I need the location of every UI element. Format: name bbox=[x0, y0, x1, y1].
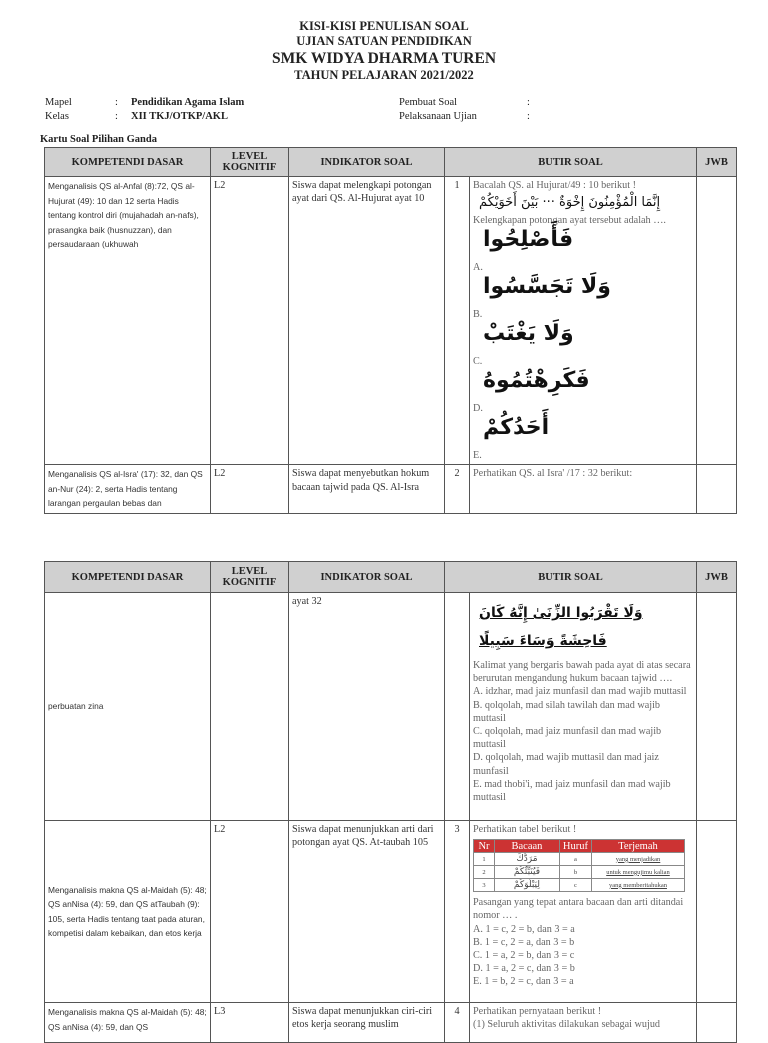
question-text: Perhatikan tabel berikut ! bbox=[473, 824, 577, 835]
question-text: Kalimat yang bergaris bawah pada ayat di atas secara berurutan mengandung hukum bacaan tajwid …. bbox=[473, 660, 691, 685]
mini-row bbox=[474, 879, 685, 892]
kd-cell: perbuatan zina bbox=[45, 593, 211, 821]
mini-huruf: c bbox=[559, 879, 591, 892]
kelas-label: Kelas bbox=[45, 111, 69, 122]
mini-bacaan: فَيُنَبِّئُكُمْ bbox=[495, 866, 560, 879]
col-header-kd: KOMPETENDI DASAR bbox=[45, 148, 211, 177]
kelas-value: XII TKJ/OTKP/AKL bbox=[131, 111, 228, 122]
header-line2: UJIAN SATUAN PENDIDIKAN bbox=[296, 34, 472, 48]
indikator-cell: Siswa dapat melengkapi potongan ayat dari QS. Al-Hujurat ayat 10 bbox=[289, 177, 445, 465]
col-header-jwb: JWB bbox=[697, 562, 737, 593]
number-cell: 3 bbox=[445, 821, 470, 1003]
header-line1: KISI-KISI PENULISAN SOAL bbox=[299, 19, 469, 33]
indikator-cell: Siswa dapat menunjukkan arti dari potongan ayat QS. At-taubah 105 bbox=[289, 821, 445, 1003]
level-cell: L2 bbox=[211, 177, 289, 465]
option-b: B. qolqolah, mad silah tawilah dan mad wajib muttasil bbox=[473, 699, 661, 724]
pelaksanaan-label: Pelaksanaan Ujian bbox=[399, 111, 477, 122]
arabic-verse: وَلَا تَقْرَبُوا الزِّنَىٰ إِنَّهُ كَانَ فَاحِشَةً وَسَاءَ سَبِيلًا bbox=[479, 605, 643, 649]
answer-cell bbox=[697, 821, 737, 1003]
table-header-row bbox=[45, 148, 737, 177]
table-row bbox=[45, 465, 737, 514]
table-row bbox=[45, 177, 737, 465]
option-arabic: فَأَصْلِحُوا bbox=[483, 227, 574, 253]
option-c: C. 1 = a, 2 = b, dan 3 = c bbox=[473, 950, 575, 962]
question-table-1 bbox=[44, 147, 737, 514]
col-header-jwb: JWB bbox=[697, 148, 737, 177]
school-year: TAHUN PELAJARAN 2021/2022 bbox=[294, 68, 474, 82]
number-cell: 1 bbox=[445, 177, 470, 465]
butir-cell: Perhatikan QS. al Isra' /17 : 32 berikut: bbox=[470, 465, 697, 514]
mini-header-row bbox=[474, 840, 685, 853]
mini-bacaan: مَرَدُّكَ bbox=[495, 853, 560, 866]
section-title: Kartu Soal Pilihan Ganda bbox=[40, 134, 157, 145]
option-label: A. bbox=[473, 262, 483, 274]
option-b: B. 1 = c, 2 = a, dan 3 = b bbox=[473, 936, 575, 948]
arabic-verse: إِنَّمَا الْمُؤْمِنُونَ إِخْوَةٌ ··· بَيْنَ أَخَوَيْكُمْ bbox=[479, 195, 661, 211]
kd-cell: Menganalisis makna QS al-Maidah (5): 48; QS anNisa (4): 59, dan QS bbox=[45, 1003, 211, 1043]
col-header-level: LEVEL KOGNITIF bbox=[211, 562, 289, 593]
kd-cell: Menganalisis makna QS al-Maidah (5): 48; QS anNisa (4): 59, dan QS atTaubah (9): 105, serta Hadis tentang taat pada aturan, kompetisi dalam kebaikan, dan etos kerja bbox=[45, 821, 211, 1003]
col-header-indikator: INDIKATOR SOAL bbox=[289, 562, 445, 593]
mapel-colon: : bbox=[115, 97, 118, 108]
mini-huruf: a bbox=[559, 853, 591, 866]
mini-huruf: b bbox=[559, 866, 591, 879]
pelaksanaan-colon: : bbox=[527, 111, 530, 122]
option-a: A. 1 = c, 2 = b, dan 3 = a bbox=[473, 923, 575, 935]
question-prompt: Kelengkapan potongan ayat tersebut adalah …. bbox=[473, 215, 666, 227]
level-cell: L2 bbox=[211, 465, 289, 514]
question-table-2 bbox=[44, 561, 737, 1043]
number-cell: 4 bbox=[445, 1003, 470, 1043]
indikator-cell: Siswa dapat menyebutkan hokum bacaan tajwid pada QS. Al-Isra bbox=[289, 465, 445, 514]
option-a bbox=[473, 227, 693, 274]
meta-right bbox=[399, 96, 530, 124]
table-header-row bbox=[45, 562, 737, 593]
option-label: C. bbox=[473, 356, 483, 368]
option-label: B. bbox=[473, 309, 483, 321]
col-header-level: LEVEL KOGNITIF bbox=[211, 148, 289, 177]
indikator-cell: Siswa dapat menunjukkan ciri-ciri etos kerja seorang muslim bbox=[289, 1003, 445, 1043]
mini-nr: 2 bbox=[474, 866, 495, 879]
statement-1: (1) Seluruh aktivitas dilakukan sebagai wujud bbox=[473, 1019, 661, 1031]
mini-row bbox=[474, 866, 685, 879]
option-d: D. qolqolah, mad wajib muttasil dan mad jaiz munfasil bbox=[473, 752, 659, 777]
col-header-butir: BUTIR SOAL bbox=[445, 562, 697, 593]
table-row bbox=[45, 821, 737, 1003]
butir-cell bbox=[470, 177, 697, 465]
indikator-cell: ayat 32 bbox=[289, 593, 445, 821]
option-arabic: وَلَا تَجَسَّسُوا bbox=[483, 274, 611, 300]
option-e: E. mad thobi'i, mad jaiz munfasil dan mad wajib muttasil bbox=[473, 778, 671, 804]
number-cell bbox=[445, 593, 470, 821]
mini-nr: 3 bbox=[474, 879, 495, 892]
mini-header-terjemah: Terjemah bbox=[592, 840, 685, 853]
pembuat-label: Pembuat Soal bbox=[399, 97, 458, 108]
col-header-kd: KOMPETENDI DASAR bbox=[45, 562, 211, 593]
mini-arti: yang menjadikan bbox=[592, 853, 685, 866]
option-e bbox=[473, 415, 693, 462]
option-label: D. bbox=[473, 403, 483, 415]
mini-bacaan: لِيَبْلُوَكُمْ bbox=[495, 879, 560, 892]
mini-arti: untuk mengujimu kalian bbox=[592, 866, 685, 879]
school-name: SMK WIDYA DHARMA TUREN bbox=[271, 50, 497, 67]
col-header-butir: BUTIR SOAL bbox=[445, 148, 697, 177]
option-c: C. qolqolah, mad jaiz munfasil dan mad wajib muttasil bbox=[473, 726, 662, 751]
kd-cell: Menganalisis QS al-Anfal (8):72, QS al-Hujurat (49): 10 dan 12 serta Hadis tentang kontrol diri (mujahadah an-nafs), prasangka baik (husnuzzan), dan persaudaraan (ukhuwah bbox=[45, 177, 211, 465]
answer-cell bbox=[697, 593, 737, 821]
mapel-label: Mapel bbox=[45, 97, 72, 108]
kd-cell: Menganalisis QS al-Isra' (17): 32, dan QS an-Nur (24): 2, serta Hadis tentang larangan pergaulan bebas dan bbox=[45, 465, 211, 514]
option-label: E. bbox=[473, 450, 482, 462]
mini-nr: 1 bbox=[474, 853, 495, 866]
option-arabic: فَكَرِهْتُمُوهُ bbox=[483, 368, 590, 394]
mini-header-nr: Nr bbox=[474, 840, 495, 853]
question-text: Bacalah QS. al Hujurat/49 : 10 berikut ! bbox=[473, 180, 636, 191]
option-e: E. 1 = b, 2 = c, dan 3 = a bbox=[473, 976, 574, 988]
butir-cell bbox=[470, 593, 697, 821]
butir-cell bbox=[470, 1003, 697, 1043]
answer-cell bbox=[697, 177, 737, 465]
option-b bbox=[473, 274, 693, 321]
question-text-2: Pasangan yang tepat antara bacaan dan arti ditandai nomor … . bbox=[473, 897, 684, 922]
option-a: A. idzhar, mad jaiz munfasil dan mad wajib muttasil bbox=[473, 686, 687, 698]
table-row bbox=[45, 1003, 737, 1043]
kelas-colon: : bbox=[115, 111, 118, 122]
answer-cell bbox=[697, 465, 737, 514]
table-row bbox=[45, 593, 737, 821]
option-arabic: وَلَا يَغْتَبْ bbox=[483, 321, 574, 347]
level-cell bbox=[211, 593, 289, 821]
mini-arti: yang memberitahukan bbox=[592, 879, 685, 892]
col-header-indikator: INDIKATOR SOAL bbox=[289, 148, 445, 177]
option-arabic: أَحَدُكُمْ bbox=[483, 415, 550, 441]
answer-cell bbox=[697, 1003, 737, 1043]
meta-left bbox=[45, 96, 244, 124]
level-cell: L2 bbox=[211, 821, 289, 1003]
option-c bbox=[473, 321, 693, 368]
question-text: Perhatikan pernyataan berikut ! bbox=[473, 1006, 602, 1017]
level-cell: L3 bbox=[211, 1003, 289, 1043]
option-d bbox=[473, 368, 693, 415]
mapel-value: Pendidikan Agama Islam bbox=[131, 97, 245, 108]
mini-row bbox=[474, 853, 685, 866]
butir-cell bbox=[470, 821, 697, 1003]
mini-header-huruf: Huruf bbox=[559, 840, 591, 853]
mini-header-bacaan: Bacaan bbox=[495, 840, 560, 853]
option-d: D. 1 = a, 2 = c, dan 3 = b bbox=[473, 963, 575, 975]
pembuat-colon: : bbox=[527, 97, 530, 108]
vocabulary-table bbox=[473, 839, 685, 892]
number-cell: 2 bbox=[445, 465, 470, 514]
